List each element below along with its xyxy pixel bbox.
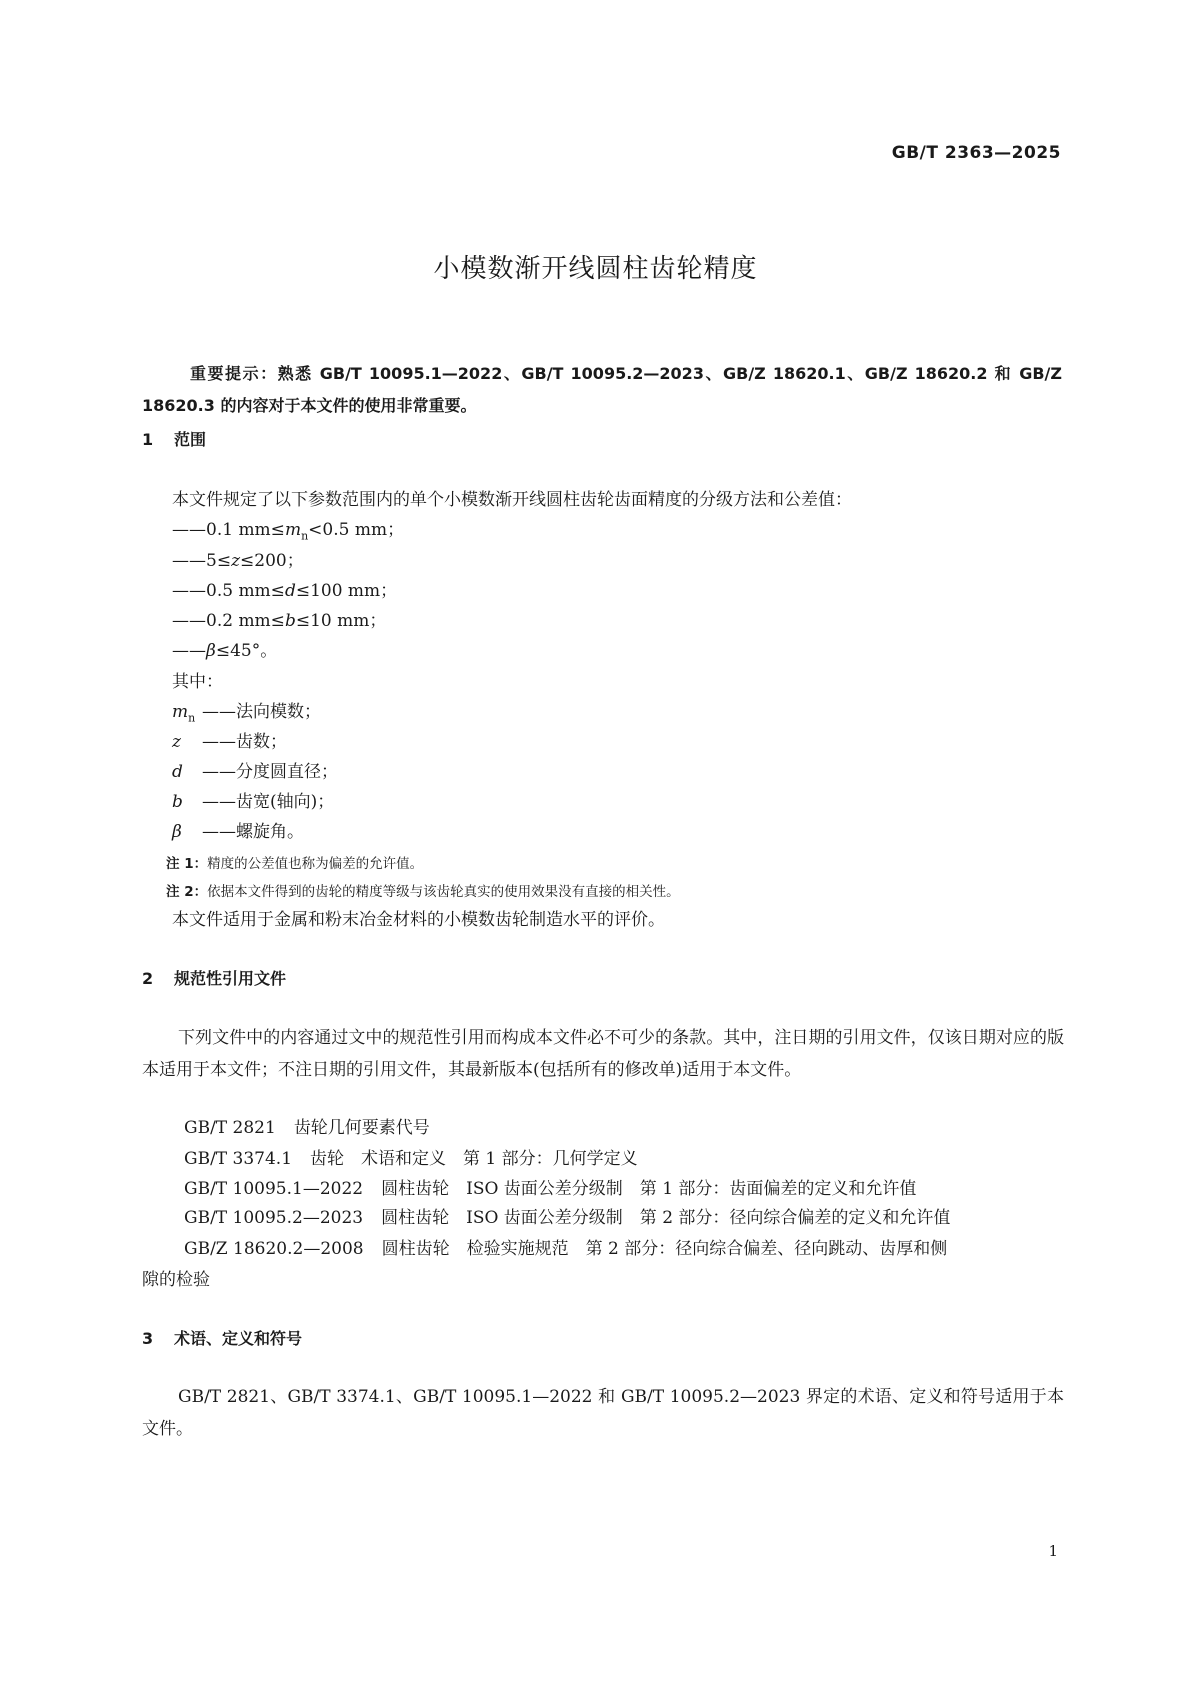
page-number: 1 [1048,1542,1058,1560]
where-label: 其中： [172,672,223,692]
note-text: 依据本文件得到的齿轮的精度等级与该齿轮真实的使用效果没有直接的相关性。 [207,884,680,900]
range-symbol: m [284,520,302,540]
range-dash: —— [172,520,206,540]
range-prefix: 0.2 mm≤ [206,611,285,631]
scope-intro: 本文件规定了以下参数范围内的单个小模数渐开线圆柱齿轮齿面精度的分级方法和公差值： [172,490,852,510]
range-symbol: β [206,641,216,661]
reference-item [184,1113,430,1138]
range-symbol: d [284,581,296,601]
reference-title: 齿轮几何要素代号 [293,1118,430,1138]
symbol-term [172,702,202,724]
section-3-heading [142,1326,302,1349]
symbol: m [172,702,189,722]
symbol-description: ——齿宽(轴向)； [202,792,335,812]
symbol-description: ——分度圆直径； [202,762,338,782]
reference-code: GB/T 2821 [184,1118,276,1138]
section-title: 规范性引用文件 [174,969,287,988]
symbol-term [172,732,202,754]
range-suffix: ≤100 mm； [295,581,398,601]
reference-item [184,1203,950,1228]
range-item [172,636,277,663]
range-prefix: 5≤ [206,551,232,571]
symbol: β [172,822,182,842]
note-1 [166,852,423,872]
symbol-item [172,697,321,724]
scope-closing: 本文件适用于金属和粉末冶金材料的小模数齿轮制造水平的评价。 [172,910,665,930]
section-1-heading [142,427,206,450]
reference-continuation: 隙的检验 [142,1270,210,1290]
reference-code: GB/T 3374.1 [184,1149,293,1169]
section-2-heading [142,966,286,989]
section-title: 范围 [174,430,207,449]
range-item [172,546,304,573]
range-symbol: b [284,611,296,631]
page-title: 小模数渐开线圆柱齿轮精度 [433,254,758,284]
range-dash: —— [172,581,206,601]
reference-item [184,1234,947,1259]
symbol-term [172,792,202,814]
section-number: 2 [142,969,154,988]
reference-title: 齿轮 术语和定义 第 1 部分：几何学定义 [310,1149,638,1169]
section-title: 术语、定义和符号 [174,1329,303,1348]
reference-code: GB/T 10095.2—2023 [184,1208,364,1228]
note-text: 精度的公差值也称为偏差的允许值。 [207,856,424,872]
symbol-description: ——法向模数； [202,702,321,722]
reference-title: 圆柱齿轮 ISO 齿面公差分级制 第 2 部分：径向综合偏差的定义和允许值 [381,1208,951,1228]
symbol-term [172,822,202,844]
range-prefix: 0.5 mm≤ [206,581,285,601]
symbol-term [172,762,202,784]
range-suffix: ≤200； [240,551,304,571]
range-suffix: <0.5 mm； [308,520,405,540]
range-dash: —— [172,641,206,661]
terms-paragraph: GB/T 2821、GB/T 3374.1、GB/T 10095.1—2022 和 GB/T 10095.2—2023 界定的术语、定义和符号适用于本文件。 [142,1387,1064,1439]
range-item [172,576,397,603]
range-suffix: ≤10 mm； [295,611,387,631]
symbol: d [172,762,183,782]
range-item [172,606,386,633]
range-prefix: 0.1 mm≤ [206,520,285,540]
symbol-description: ——螺旋角。 [202,822,304,842]
range-dash: —— [172,611,206,631]
section-number: 3 [142,1329,154,1348]
range-item [172,515,404,542]
note-label: 注 1： [166,856,208,872]
range-suffix: ≤45°。 [215,641,278,661]
symbol: z [172,732,181,752]
reference-item [184,1174,916,1199]
reference-item [184,1144,638,1169]
references-intro: 下列文件中的内容通过文中的规范性引用而构成本文件必不可少的条款。其中，注日期的引用文件，仅该日期对应的版本适用于本文件；不注日期的引用文件，其最新版本(包括所有的修改单)适用于本文件。 [142,1028,1064,1080]
note-label: 注 2： [166,884,208,900]
reference-code: GB/T 10095.1—2022 [184,1179,364,1199]
reference-code: GB/Z 18620.2—2008 [184,1239,364,1259]
range-symbol: z [231,551,241,571]
reference-title: 圆柱齿轮 ISO 齿面公差分级制 第 1 部分：齿面偏差的定义和允许值 [381,1179,917,1199]
note-2 [166,880,680,900]
symbol-description: ——齿数； [202,732,287,752]
range-dash: —— [172,551,206,571]
document-number: GB/T 2363—2025 [891,143,1061,163]
symbol: b [172,792,183,812]
important-notice: 重要提示：熟悉 GB/T 10095.1—2022、GB/T 10095.2—2023、GB/Z 18620.1、GB/Z 18620.2 和 GB/Z 18620.3 的内容对于本文件的使用非常重要。 [142,364,1062,415]
symbol-subscript: n [188,711,196,725]
reference-title: 圆柱齿轮 检验实施规范 第 2 部分：径向综合偏差、径向跳动、齿厚和侧 [381,1239,948,1259]
section-number: 1 [142,430,154,449]
symbol-item [172,757,338,784]
symbol-item [172,787,334,814]
symbol-item [172,817,304,844]
range-subscript: n [301,529,309,543]
symbol-item [172,727,287,754]
